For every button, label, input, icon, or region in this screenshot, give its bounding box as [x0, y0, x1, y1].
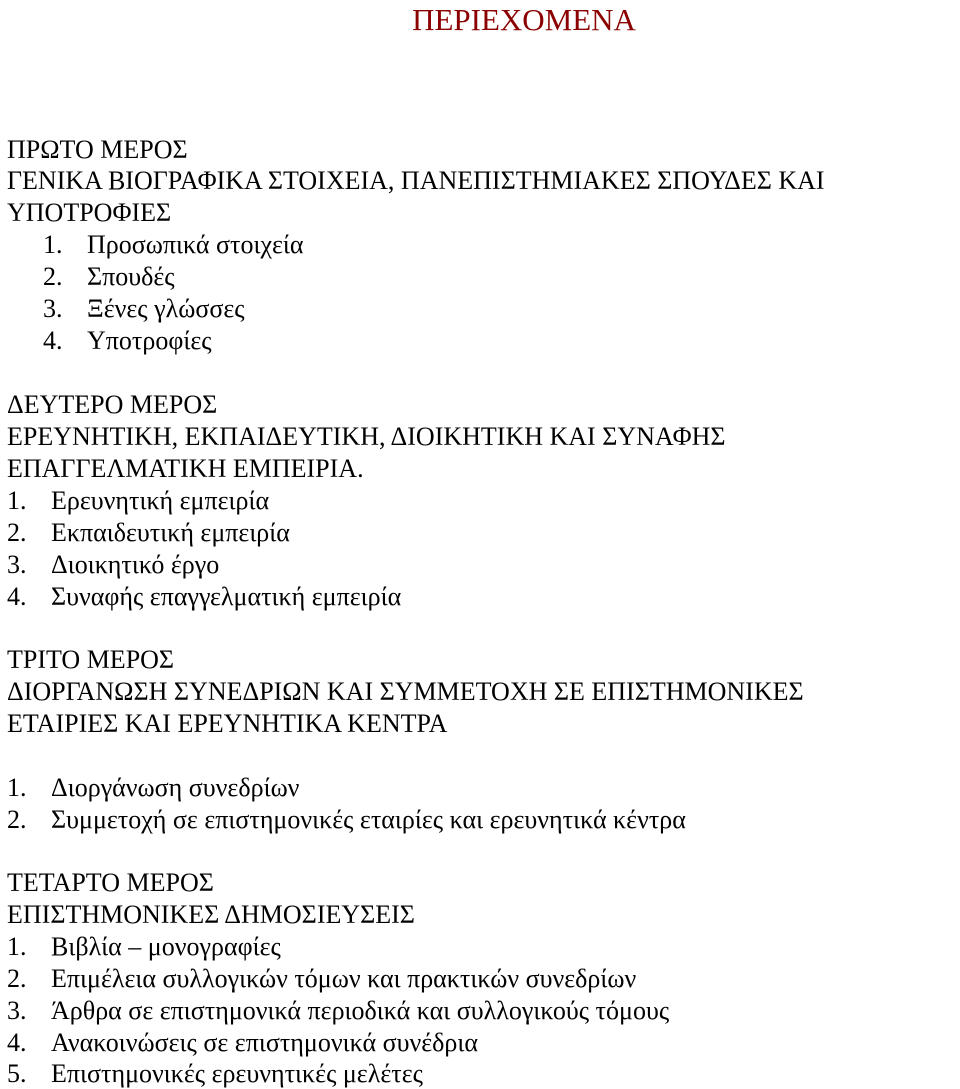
- toc-item: [7, 1028, 478, 1058]
- page-title: ΠΕΡΙΕΧΟΜΕΝΑ: [412, 2, 636, 37]
- toc-item-number: 4.: [7, 582, 27, 611]
- toc-item-text: Ερευνητική εμπειρία: [51, 486, 270, 515]
- part1-heading: ΠΡΩΤΟ ΜΕΡΟΣ: [7, 135, 188, 164]
- toc-item: [43, 294, 245, 324]
- toc-item-text: Συμμετοχή σε επιστημονικές εταιρίες και ερευνητικά κέντρα: [51, 805, 686, 834]
- part1-subtitle-line2: ΥΠΟΤΡΟΦΙΕΣ: [7, 198, 172, 227]
- toc-item: [7, 486, 269, 516]
- toc-item-number: 5.: [7, 1059, 27, 1088]
- toc-item: [43, 262, 175, 292]
- toc-item-number: 3.: [7, 996, 27, 1025]
- toc-item-number: 4.: [43, 326, 63, 355]
- part3-subtitle-line2: ΕΤΑΙΡΙΕΣ ΚΑΙ ΕΡΕΥΝΗΤΙΚΑ ΚΕΝΤΡΑ: [7, 709, 448, 738]
- toc-item-number: 1.: [7, 486, 27, 515]
- toc-item-number: 2.: [43, 262, 63, 291]
- toc-item-number: 1.: [43, 230, 63, 259]
- toc-item-text: Βιβλία – μονογραφίες: [51, 932, 281, 961]
- part4-heading: ΤΕΤΑΡΤΟ ΜΕΡΟΣ: [7, 868, 214, 897]
- toc-item-text: Ξένες γλώσσες: [87, 294, 245, 323]
- part3-subtitle-line1: ΔΙΟΡΓΑΝΩΣΗ ΣΥΝΕΔΡΙΩΝ ΚΑΙ ΣΥΜΜΕΤΟΧΗ ΣΕ ΕΠΙΣΤΗΜΟΝΙΚΕΣ: [7, 677, 804, 706]
- toc-item-text: Προσωπικά στοιχεία: [87, 230, 304, 259]
- toc-item-text: Διοργάνωση συνεδρίων: [51, 773, 300, 802]
- toc-item-text: Υποτροφίες: [87, 326, 212, 355]
- toc-item: [7, 1059, 423, 1089]
- toc-item: [7, 996, 669, 1026]
- toc-item-text: Εκπαιδευτική εμπειρία: [51, 518, 290, 547]
- toc-item: [7, 805, 686, 835]
- toc-item: [7, 964, 636, 994]
- toc-item-number: 2.: [7, 805, 27, 834]
- toc-item-text: Άρθρα σε επιστημονικά περιοδικά και συλλογικούς τόμους: [51, 996, 670, 1025]
- part2-heading: ΔΕΥΤΕΡΟ ΜΕΡΟΣ: [7, 390, 218, 419]
- toc-item-number: 2.: [7, 518, 27, 547]
- toc-item-number: 4.: [7, 1028, 27, 1057]
- toc-item-text: Διοικητικό έργο: [51, 550, 220, 579]
- toc-item: [7, 582, 401, 612]
- toc-item-number: 3.: [7, 550, 27, 579]
- toc-item: [7, 932, 281, 962]
- toc-item: [7, 518, 290, 548]
- toc-item-number: 2.: [7, 964, 27, 993]
- part4-subtitle-line1: ΕΠΙΣΤΗΜΟΝΙΚΕΣ ΔΗΜΟΣΙΕΥΣΕΙΣ: [7, 900, 415, 929]
- part2-subtitle-line2: ΕΠΑΓΓΕΛΜΑΤΙΚΗ ΕΜΠΕΙΡΙΑ.: [7, 454, 364, 483]
- toc-item-text: Συναφής επαγγελματική εμπειρία: [51, 582, 402, 611]
- toc-item-text: Επιστημονικές ερευνητικές μελέτες: [51, 1059, 423, 1088]
- toc-item-number: 1.: [7, 773, 27, 802]
- part1-subtitle-line1: ΓΕΝΙΚΑ ΒΙΟΓΡΑΦΙΚΑ ΣΤΟΙΧΕΙΑ, ΠΑΝΕΠΙΣΤΗΜΙΑΚΕΣ ΣΠΟΥΔΕΣ ΚΑΙ: [7, 166, 825, 195]
- part2-subtitle-line1: ΕΡΕΥΝΗΤΙΚΗ, ΕΚΠΑΙΔΕΥΤΙΚΗ, ΔΙΟΙΚΗΤΙΚΗ ΚΑΙ ΣΥΝΑΦΗΣ: [7, 422, 726, 451]
- toc-item-number: 3.: [43, 294, 63, 323]
- toc-item: [43, 326, 212, 356]
- toc-item: [43, 230, 304, 260]
- toc-item: [7, 773, 299, 803]
- toc-item: [7, 550, 219, 580]
- toc-item-number: 1.: [7, 932, 27, 961]
- part3-heading: ΤΡΙΤΟ ΜΕΡΟΣ: [7, 645, 175, 674]
- toc-item-text: Επιμέλεια συλλογικών τόμων και πρακτικών συνεδρίων: [51, 964, 637, 993]
- toc-item-text: Σπουδές: [87, 262, 175, 291]
- toc-item-text: Ανακοινώσεις σε επιστημονικά συνέδρια: [51, 1028, 478, 1057]
